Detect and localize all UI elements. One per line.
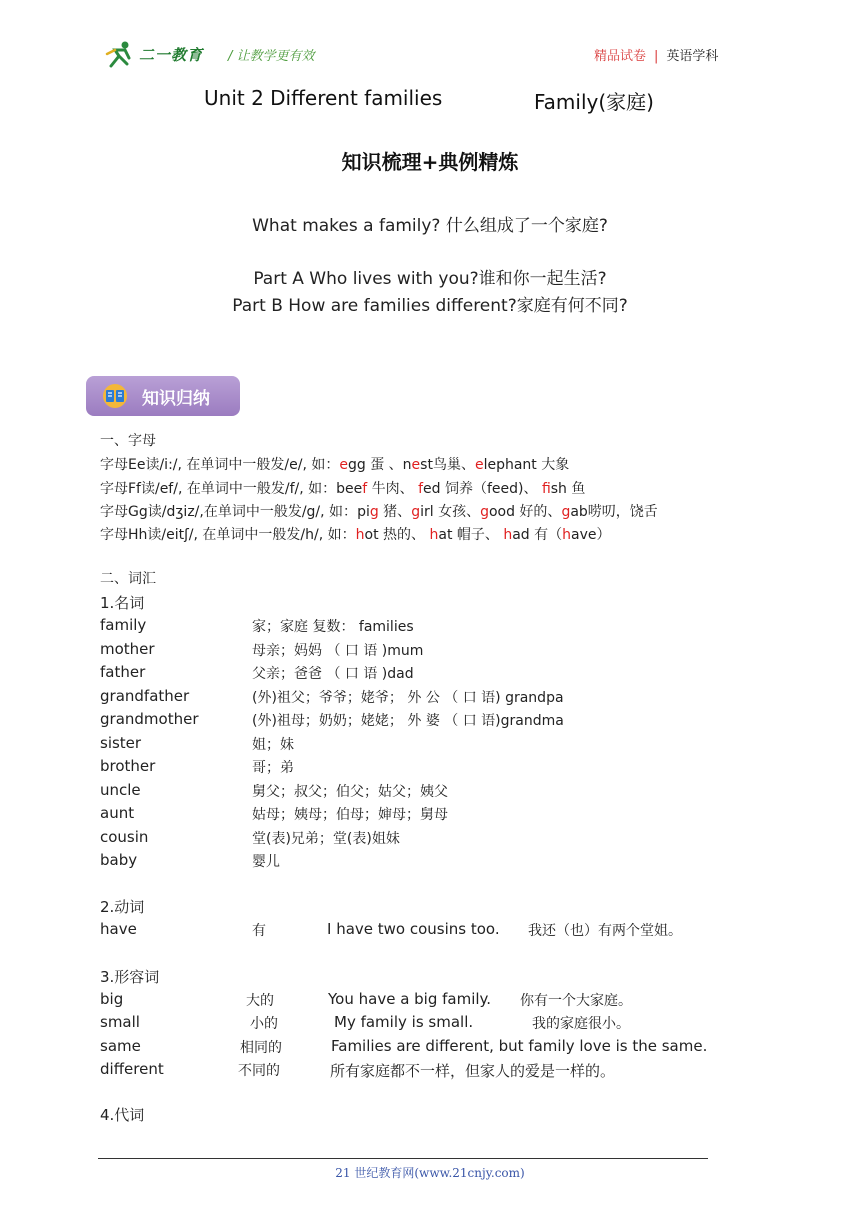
highlighted-letter: h [562, 527, 571, 543]
highlighted-letter: g [369, 504, 379, 520]
vocab-example: I have two cousins too. [327, 920, 500, 938]
vocab-word: father [100, 663, 146, 681]
vocab-heading: 二、词汇 [100, 571, 156, 587]
letter-rule-row [100, 524, 610, 544]
example-text: ad 有（ [512, 527, 563, 543]
pronouns-heading: 4.代词 [100, 1106, 145, 1124]
vocab-meaning: 堂(表)兄弟；堂(表)姐妹 [252, 830, 400, 847]
vocab-meaning: 姐；妹 [252, 736, 294, 753]
vocab-word: aunt [100, 804, 135, 822]
example-text: st鸟巢、 [420, 457, 475, 473]
vocab-meaning: (外)祖父；爷爷；姥爷； 外 公 （ 口 语) grandpa [252, 689, 564, 706]
adjectives-heading: 3.形容词 [100, 968, 160, 986]
example-text: ish 鱼 [550, 481, 586, 497]
vocab-meaning: 家；家庭 复数： families [252, 619, 414, 635]
highlighted-letter: e [339, 457, 348, 473]
vocab-word: uncle [100, 780, 141, 799]
letter-rule-row [100, 501, 658, 521]
tag-premium: 精品试卷 [594, 49, 647, 64]
logo [105, 40, 203, 68]
brand-name: 二一教育 [139, 45, 204, 64]
vocab-word: cousin [100, 827, 149, 846]
letters-heading: 一、字母 [100, 433, 156, 449]
example-text: ave） [571, 527, 611, 543]
example-text: irl 女孩、 [420, 504, 481, 520]
vocab-meaning: 母亲；妈妈 （ 口 语 )mum [252, 642, 424, 659]
highlighted-letter: e [411, 457, 421, 473]
vocab-meaning: 小的 [250, 1016, 278, 1032]
topic-title: Family(家庭) [534, 90, 654, 114]
example-text: lephant 大象 [483, 457, 570, 473]
vocab-translation: 我还（也）有两个堂姐。 [528, 923, 682, 939]
example-text: ot 热的、 [364, 527, 430, 543]
vocab-word: family [100, 616, 147, 634]
knowledge-badge [86, 376, 240, 416]
example-text: ood 好的、 [488, 504, 562, 520]
vocab-word: brother [100, 757, 156, 775]
vocab-meaning: 哥；弟 [252, 760, 294, 776]
vocab-translation: 你有一个大家庭。 [520, 993, 632, 1009]
runner-logo-icon [105, 40, 135, 68]
footer-text: 21 世纪教育网(www.21cnjy.com) [335, 1166, 525, 1180]
vocab-word: have [100, 920, 137, 938]
letter-rule-row [100, 454, 569, 474]
nouns-heading: 1.名词 [100, 594, 145, 612]
vocab-meaning: 相同的 [240, 1040, 282, 1056]
highlighted-letter: e [474, 457, 484, 473]
highlighted-letter: g [480, 504, 489, 520]
vocab-word: small [100, 1013, 140, 1031]
vocab-meaning: 婴儿 [252, 854, 280, 870]
example-text: at 帽子、 [438, 527, 504, 543]
example-text: pi [357, 504, 370, 520]
slogan: / 让教学更有效 [228, 49, 315, 64]
header-separator: | [654, 49, 659, 64]
highlighted-letter: h [503, 527, 513, 543]
vocab-word: grandmother [100, 710, 199, 728]
vocab-example: My family is small. [334, 1013, 474, 1031]
letter-rule-text: 字母Gg读/dʒiz/,在单词中一般发/g/, 如： [100, 504, 358, 520]
vocab-meaning: 父亲；爸爸 （ 口 语 )dad [252, 666, 414, 682]
vocab-word: sister [100, 733, 142, 752]
intro-question: What makes a family? 什么组成了一个家庭? [252, 216, 608, 236]
vocab-example: 所有家庭都不一样，但家人的爱是一样的。 [330, 1062, 616, 1080]
tag-subject: 英语学科 [666, 49, 719, 64]
highlighted-letter: h [429, 527, 439, 543]
book-icon [100, 384, 130, 408]
badge-label: 知识归纳 [142, 388, 210, 409]
example-text: bee [336, 481, 363, 497]
vocab-meaning: 舅父；叔父；伯父；姑父；姨父 [252, 783, 448, 800]
section-heading: 知识梳理+典例精炼 [341, 150, 519, 174]
vocab-example: Families are different, but family love is the same. [331, 1037, 708, 1055]
vocab-word: same [100, 1037, 141, 1055]
letter-rule-row [100, 478, 585, 498]
vocab-meaning: 有 [252, 923, 266, 939]
vocab-meaning: (外)祖母；奶奶；姥姥； 外 婆 （ 口 语)grandma [252, 713, 564, 729]
vocab-meaning: 大的 [246, 993, 274, 1009]
highlighted-letter: f [362, 481, 368, 497]
vocab-word: baby [100, 851, 138, 869]
example-text: 牛肉、 [367, 481, 419, 497]
example-text: gg 蛋 、n [347, 457, 412, 473]
intro-part-b: Part B How are families different?家庭有何不同? [232, 296, 628, 316]
letter-rule-text: 字母Hh读/eitʃ/, 在单词中一般发/h/, 如： [100, 527, 356, 543]
vocab-meaning: 姑母；姨母；伯母；婶母；舅母 [252, 807, 448, 823]
highlighted-letter: g [561, 504, 571, 520]
vocab-word: different [100, 1060, 164, 1078]
highlighted-letter: f [541, 481, 551, 497]
vocab-word: grandfather [100, 686, 190, 705]
vocab-word: mother [100, 639, 155, 658]
highlighted-letter: g [411, 504, 421, 520]
intro-part-a: Part A Who lives with you?谁和你一起生活? [253, 269, 607, 289]
verbs-heading: 2.动词 [100, 898, 145, 916]
letter-rule-text: 字母Ff读/ef/, 在单词中一般发/f/, 如： [100, 481, 337, 497]
vocab-translation: 我的家庭很小。 [532, 1016, 630, 1032]
highlighted-letter: f [418, 481, 424, 497]
example-text: ab唠叨，饶舌 [570, 504, 658, 520]
letter-rule-text: 字母Ee读/i:/, 在单词中一般发/e/, 如： [100, 457, 340, 473]
vocab-word: big [100, 990, 124, 1008]
example-text: ed 饲养（feed)、 [423, 481, 542, 497]
header-tags [594, 45, 718, 64]
footer-divider [98, 1158, 708, 1159]
highlighted-letter: h [355, 527, 365, 543]
vocab-meaning: 不同的 [238, 1063, 280, 1079]
example-text: 猪、 [378, 504, 412, 520]
unit-title: Unit 2 Different families [204, 86, 443, 110]
vocab-example: You have a big family. [328, 990, 492, 1008]
